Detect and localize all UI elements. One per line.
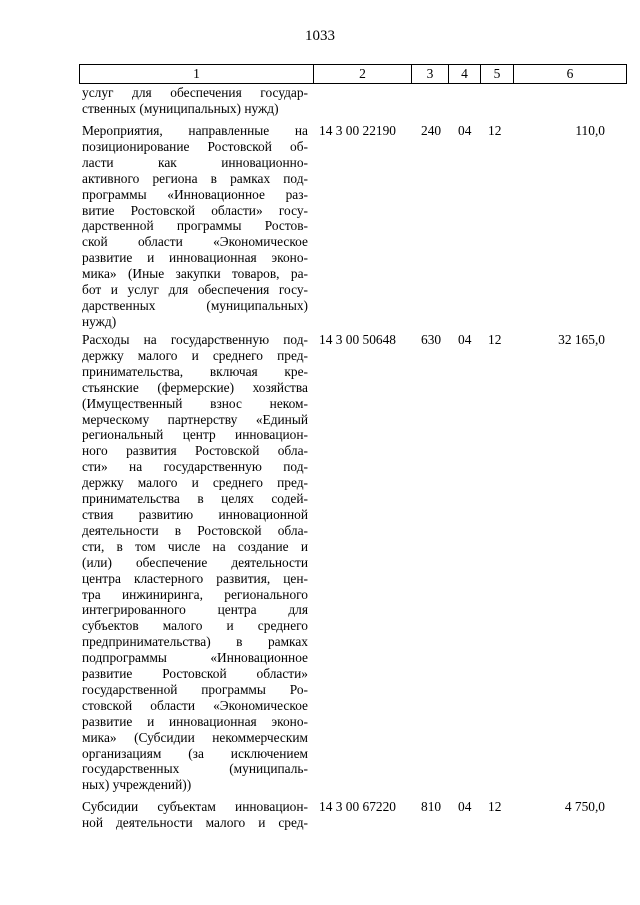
description-line: мика» (Иные закупки товаров, ра- — [82, 266, 308, 282]
description-line: стовской области «Экономическое — [82, 697, 308, 713]
description-line: центра кластерного развития, цен- — [82, 570, 308, 586]
description-line: организациям (за исключением — [82, 745, 308, 761]
expense-type: 810 — [421, 799, 442, 814]
column-header-4: 4 — [449, 65, 481, 84]
column-header-row — [80, 65, 627, 84]
description-line: развитие и инновационная эконо- — [82, 250, 308, 266]
column-header-6: 6 — [514, 65, 627, 84]
column-header-table — [79, 64, 627, 84]
target-code: 14 3 00 67220 — [319, 799, 396, 814]
description-line: государственных (муниципаль- — [82, 761, 308, 777]
description-line: Мероприятия, направленные на — [82, 123, 308, 138]
section-code: 04 — [458, 332, 472, 347]
target-code: 14 3 00 22190 — [319, 123, 396, 138]
section-code: 04 — [458, 123, 472, 138]
continuation-description — [82, 85, 308, 117]
page-number: 1033 — [305, 28, 335, 44]
description-line: ласти как инновационно- — [82, 154, 308, 170]
subsection-code: 12 — [488, 799, 502, 814]
description-line: услуг для обеспечения государ- — [82, 85, 308, 100]
amount: 110,0 — [575, 123, 605, 138]
subsection-code: 12 — [488, 123, 502, 138]
description-line: активного региона в рамках под- — [82, 170, 308, 186]
description-line: принимательства, включая кре- — [82, 363, 308, 379]
target-code: 14 3 00 50648 — [319, 332, 396, 347]
description-line: дарственной программы Ростов- — [82, 218, 308, 234]
description-line: сти» на государственную под- — [82, 459, 308, 475]
description-line: ственных (муниципальных) нужд) — [82, 100, 279, 116]
description-line: субъектов малого и среднего — [82, 618, 308, 634]
description-line: подпрограммы «Инновационное — [82, 650, 308, 666]
description-line: (или) обеспечение деятельности — [82, 554, 308, 570]
amount: 32 165,0 — [558, 332, 605, 347]
description-line: Расходы на государственную под- — [82, 332, 308, 347]
expense-type: 630 — [421, 332, 442, 347]
description-line: региональный центр инновацион- — [82, 427, 308, 443]
column-header-5: 5 — [481, 65, 514, 84]
description-line: развитие и инновационная эконо- — [82, 713, 308, 729]
description-line: (Имущественный взнос неком- — [82, 395, 308, 411]
column-header-1: 1 — [80, 65, 314, 84]
description-line: ной деятельности малого и сред- — [82, 814, 308, 830]
description-line: ных) учреждений)) — [82, 777, 192, 793]
description-line: сти, в том числе на создание и — [82, 538, 308, 554]
description-line: нужд) — [82, 313, 117, 329]
description-line: мерческому партнерству «Единый — [82, 411, 308, 427]
description-line: интегрированного центра для — [82, 602, 308, 618]
description-line: стьянские (фермерские) хозяйства — [82, 379, 308, 395]
description-line: программы «Инновационное раз- — [82, 186, 308, 202]
row-description — [82, 332, 308, 793]
row-description — [82, 123, 308, 330]
row-description — [82, 799, 308, 831]
description-line: ской области «Экономическое — [82, 234, 308, 250]
description-line: тра инжиниринга, регионального — [82, 586, 308, 602]
description-line: ного развития Ростовской обла- — [82, 443, 308, 459]
description-line: развитие Ростовской области» — [82, 666, 308, 682]
description-line: держку малого и среднего пред- — [82, 347, 308, 363]
section-code: 04 — [458, 799, 472, 814]
description-line: государственной программы Ро- — [82, 681, 308, 697]
column-header-2: 2 — [314, 65, 412, 84]
description-line: ствия развитию инновационной — [82, 506, 308, 522]
description-line: деятельности в Ростовской обла- — [82, 522, 308, 538]
column-header-3: 3 — [412, 65, 449, 84]
description-line: позиционирование Ростовской об- — [82, 138, 308, 154]
description-line: держку малого и среднего пред- — [82, 475, 308, 491]
description-line: витие Ростовской области» госу- — [82, 202, 308, 218]
description-line: Субсидии субъектам инновацион- — [82, 799, 308, 814]
amount: 4 750,0 — [564, 799, 605, 814]
description-line: мика» (Субсидии некоммерческим — [82, 729, 308, 745]
subsection-code: 12 — [488, 332, 502, 347]
description-line: бот и услуг для обеспечения госу- — [82, 282, 308, 298]
expense-type: 240 — [421, 123, 442, 138]
description-line: дарственных (муниципальных) — [82, 297, 308, 313]
description-line: предпринимательства) в рамках — [82, 634, 308, 650]
description-line: принимательства в целях содей- — [82, 491, 308, 507]
